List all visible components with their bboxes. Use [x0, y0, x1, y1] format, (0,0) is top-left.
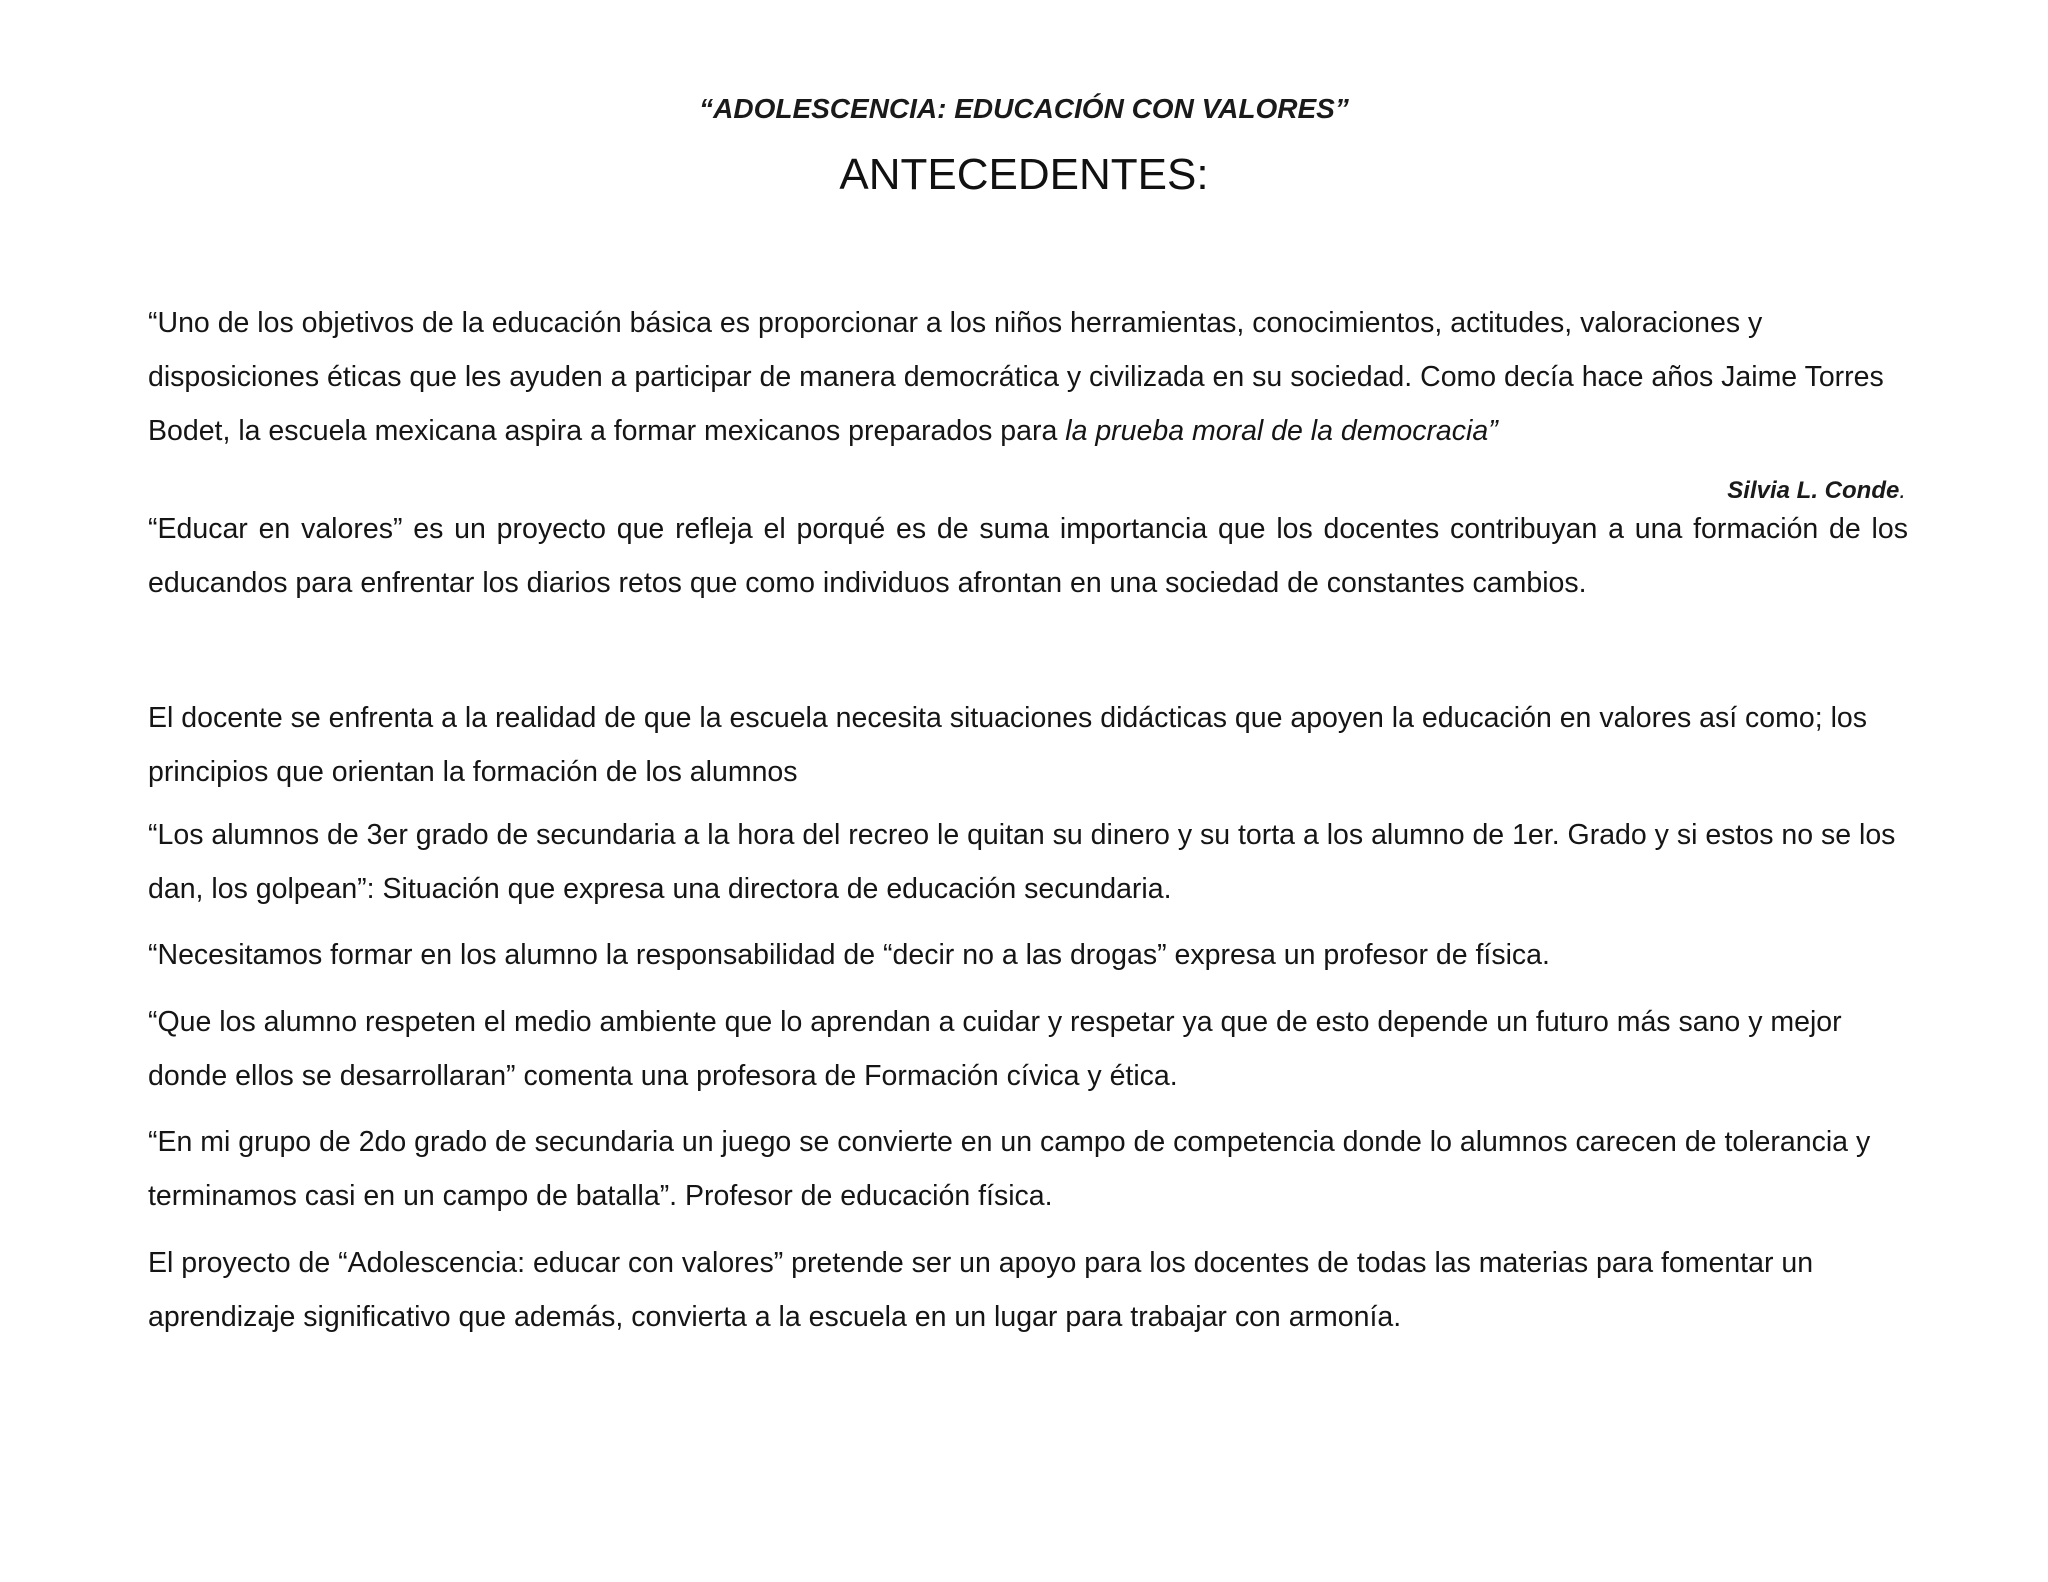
paragraph-docente-realidad: El docente se enfrenta a la realidad de que la escuela necesita situaciones didácticas que apoyen la educación en valores así como; los principios que orientan la formación de los alumnos: [148, 702, 1868, 788]
quote-italic-text: la prueba moral de la democracia”: [1065, 415, 1498, 447]
attribution-dot: .: [1899, 477, 1906, 504]
document-title: “ADOLESCENCIA: EDUCACIÓN CON VALORES”: [699, 93, 1349, 124]
paragraph-medio-ambiente-quote: “Que los alumno respeten el medio ambiente que lo aprendan a cuidar y respetar ya que de esto depende un futuro más sano y mejor donde ellos se desarrollaran” comenta una profesora de Formación cívica y ética.: [148, 1006, 1842, 1092]
paragraph-directora-quote: “Los alumnos de 3er grado de secundaria a la hora del recreo le quitan su dinero y su torta a los alumno de 1er. Grado y si estos no se los dan, los golpean”: Situación que expresa una directora de educación secundaria.: [148, 819, 1896, 905]
paragraph-profesor-fisica-quote: “Necesitamos formar en los alumno la responsabilidad de “decir no a las drogas” expresa un profesor de física.: [148, 939, 1550, 971]
section-heading: ANTECEDENTES:: [839, 150, 1209, 199]
quote-text: “Uno de los objetivos de la educación básica es proporcionar a los niños herramientas, conocimientos, actitudes, valoraciones y disposiciones éticas que les ayuden a participar de manera democrática y civilizada en su sociedad. Como decía hace años Jaime Torres Bodet, la escuela mexicana aspira a formar mexicanos preparados para: [148, 307, 1884, 447]
paragraph-proyecto-adolescencia: El proyecto de “Adolescencia: educar con valores” pretende ser un apoyo para los docentes de todas las materias para fomentar un aprendizaje significativo que además, convierta a la escuela en un lugar para trabajar con armonía.: [148, 1247, 1814, 1333]
opening-quote: [148, 296, 1908, 458]
attribution-name: Silvia L. Conde: [1727, 477, 1900, 504]
paragraph-competencia-quote: “En mi grupo de 2do grado de secundaria un juego se convierte en un campo de competencia donde lo alumnos carecen de tolerancia y terminamos casi en un campo de batalla”. Profesor de educación física.: [148, 1126, 1871, 1212]
paragraph-educar-en-valores: “Educar en valores” es un proyecto que refleja el porqué es de suma importancia que los docentes contribuyan a una formación de los educandos para enfrentar los diarios retos que como individuos afrontan en una sociedad de constantes cambios.: [148, 513, 1908, 599]
